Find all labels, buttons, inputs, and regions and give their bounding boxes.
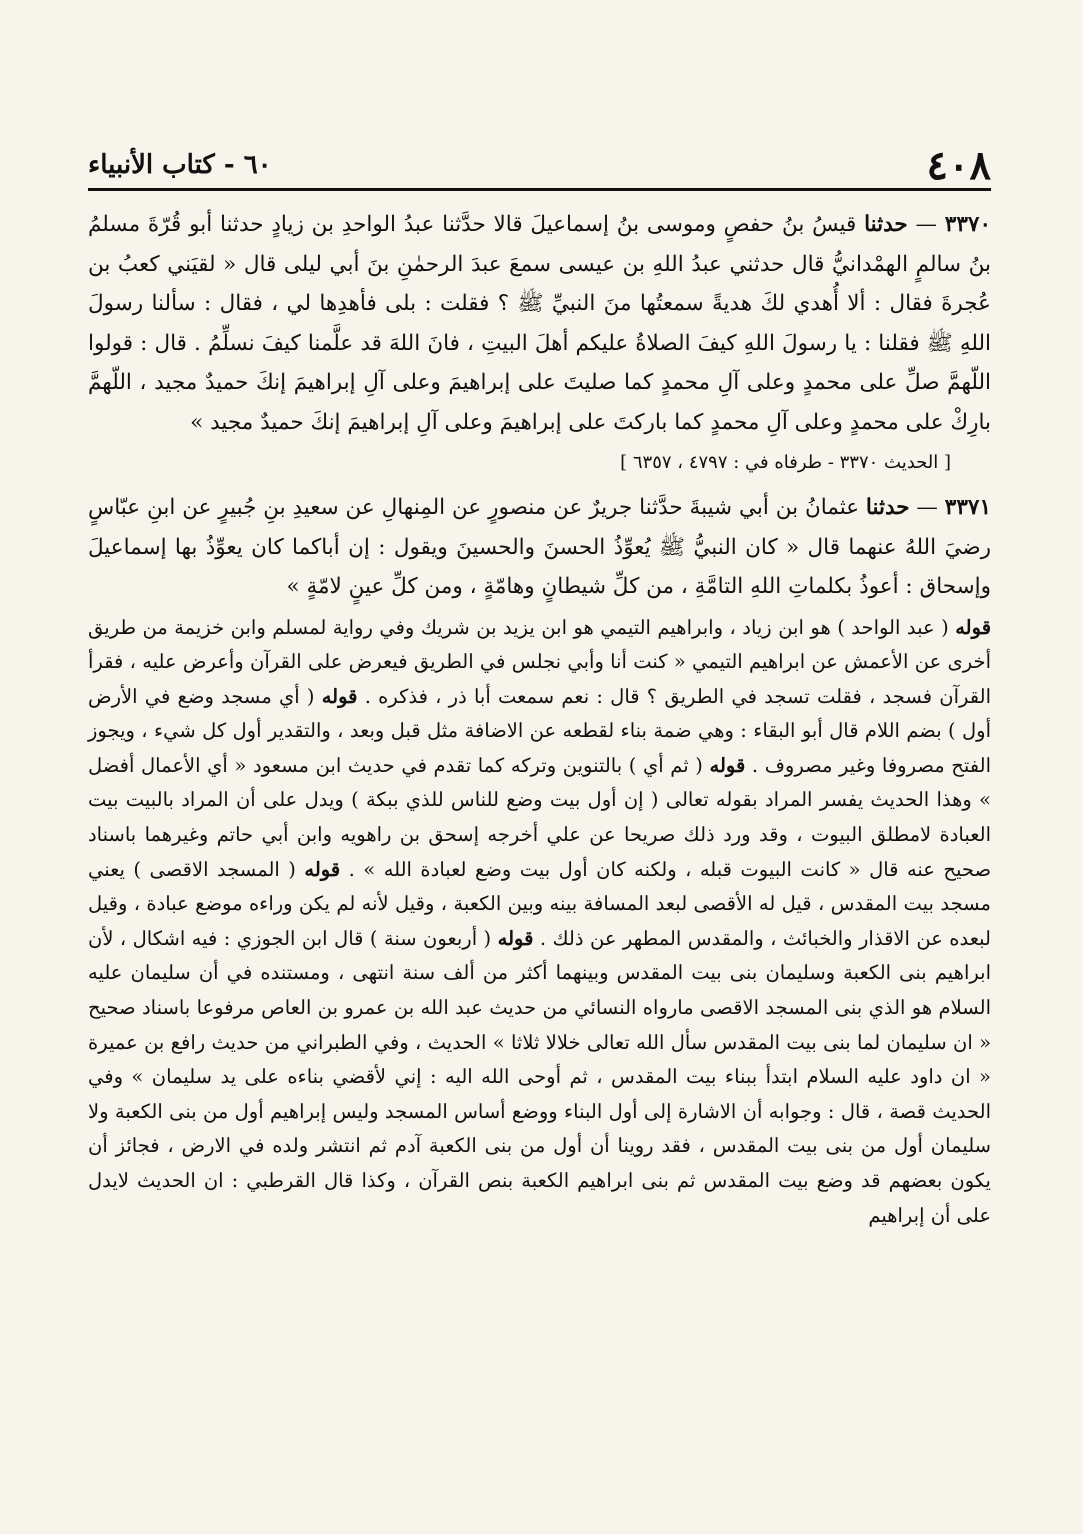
hadith-number: ٣٣٧١ (944, 495, 991, 520)
commentary-part: ( المسجد الاقصى ) يعني مسجد بيت المقدس ، قيل له الأقصى لبعد المسافة بينه وبين الكعبة ، وقيل لأنه لم يكن وراءه موضع عبادة ، وقيل لبعده عن الاقذار والخبائث ، والمقدس المطهر عن ذلك . (88, 857, 991, 950)
commentary-part: ( أي مسجد وضع في الأرض أول ) بضم اللام قال أبو البقاء : وهي ضمة بناء لقطعه عن الاضافة مثل قبل وبعد ، والتقدير أول كل شيء ، ويجوز الفتح مصروفا وغير مصروف . (88, 684, 991, 777)
page-number: ٤٠٨ (926, 141, 991, 189)
page-content (88, 205, 991, 1233)
commentary-part: ( ثم أي ) بالتنوين وتركه كما تقدم في حديث ابن مسعود « أي الأعمال أفضل » وهذا الحديث يفسر المراد بقوله تعالى ( إن أول بيت وضع للناس للذي ببكة ) ويدل على أن المراد بالبيت بيت العبادة لامطلق البيوت ، وقد ورد ذلك صريحا عن علي أخرجه إسحق بن راهويه وابن أبي حاتم وغيرهما باسناد صحيح عنه قال « كانت البيوت قبله ، ولكنه كان أول بيت وضع لعبادة الله » . (88, 753, 992, 881)
commentary (88, 611, 991, 1234)
qawluh-marker: قوله (709, 753, 746, 777)
commentary-part: ( عبد الواحد ) هو ابن زياد ، وابراهيم التيمي هو ابن يزيد بن شريك وفي رواية لمسلم وابن خزيمة من طريق أخرى عن الأعمش عن ابراهيم التيمي « كنت أنا وأبي نجلس في الطريق فيعرض على القرآن وأعرض عليه ، فقرأ القرآن فسجد ، فقلت تسجد في الطريق ؟ قال : نعم سمعت أبا ذر ، فذكره . (88, 615, 992, 708)
hadith-text: قيسُ بنُ حفصٍ وموسى بنُ إسماعيلَ قالا حدَّثنا عبدُ الواحدِ بن زيادٍ حدثنا أبو قُرّةَ مسلمُ بنُ سالمٍ الهمْدانيُّ قال حدثني عبدُ اللهِ بن عيسى سمعَ عبدَ الرحمٰنِ بنَ أبي ليلى قال « لقيَني كعبُ بن عُجرةَ فقال : ألا أُهدي لكَ هديةً سمعتُها منَ النبيِّ ﷺ ؟ فقلت : بلى فأهدِها لي ، فقال : سألنا رسولَ اللهِ ﷺ فقلنا : يا رسولَ اللهِ كيفَ الصلاةُ عليكم أهلَ البيتِ ، فانَ اللهَ قد علَّمنا كيفَ نسلِّمُ . قال : قولوا اللّهمَّ صلِّ على محمدٍ وعلى آلِ محمدٍ كما صليتَ على إبراهيمَ وعلى آلِ إبراهيمَ إنكَ حميدٌ مجيد ، اللّهمَّ بارِكْ على محمدٍ وعلى آلِ محمدٍ كما باركتَ على إبراهيمَ وعلى آلِ إبراهيمَ إنكَ حميدٌ مجيد » (88, 212, 991, 435)
haddathana-keyword: حدثنا (864, 212, 908, 237)
hadith-number: ٣٣٧٠ (944, 212, 991, 237)
qawluh-marker: قوله (321, 684, 358, 708)
hadith-reference: [ الحديث ٣٣٧٠ - طرفاه في : ٤٧٩٧ ، ٦٣٥٧ ] (620, 452, 951, 473)
hadith-3371: ٣٣٧١ — حدثنا عثمانُ بن أبي شيبةَ حدَّثنا جريرٌ عن منصورٍ عن المِنهالِ عن سعيدِ بنِ جُبيرٍ عن ابنِ عبّاسٍ رضيَ اللهُ عنهما قال « كان النبيُّ ﷺ يُعوِّذُ الحسنَ والحسينَ ويقول : إن أباكما كان يعوِّذُ بها إسماعيلَ وإسحاق : أعوذُ بكلماتِ اللهِ التامَّةِ ، من كلِّ شيطانٍ وهامّةٍ ، ومن كلِّ عينٍ لامّةٍ » (88, 495, 991, 599)
hadith-3370: ٣٣٧٠ — حدثنا قيسُ بنُ حفصٍ وموسى بنُ إسماعيلَ قالا حدَّثنا عبدُ الواحدِ بن زيادٍ حدثنا أبو قُرّةَ مسلمُ بنُ سالمٍ الهمْدانيُّ قال حدثني عبدُ اللهِ بن عيسى سمعَ عبدَ الرحمٰنِ بنَ أبي ليلى قال « لقيَني كعبُ بن عُجرةَ فقال : ألا أُهدي لكَ هديةً سمعتُها منَ النبيِّ ﷺ ؟ فقلت : بلى فأهدِها لي ، فقال : سألنا رسولَ اللهِ ﷺ فقلنا : يا رسولَ اللهِ كيفَ الصلاةُ عليكم أهلَ البيتِ ، فانَ اللهَ قد علَّمنا كيفَ نسلِّمُ . قال : قولوا اللّهمَّ صلِّ على محمدٍ وعلى آلِ محمدٍ كما صليتَ على إبراهيمَ وعلى آلِ إبراهيمَ إنكَ حميدٌ مجيد ، اللّهمَّ بارِكْ على محمدٍ وعلى آلِ محمدٍ كما باركتَ على إبراهيمَ وعلى آلِ إبراهيمَ إنكَ حميدٌ مجيد » (88, 212, 991, 435)
qawluh-marker: قوله (497, 926, 534, 950)
haddathana-keyword: حدثنا (865, 495, 910, 520)
book-title: ٦٠ - كتاب الأنبياء (88, 150, 272, 180)
page-header (88, 142, 991, 191)
qawluh-marker: قوله (955, 615, 992, 639)
commentary-part: ( أربعون سنة ) قال ابن الجوزي : فيه اشكال ، لأن ابراهيم بنى الكعبة وسليمان بنى بيت المقدس وبينهما أكثر من ألف سنة انتهى ، ومستنده في أن سليمان عليه السلام هو الذي بنى المسجد الاقصى مارواه النسائي من حديث عبد الله بن عمرو بن العاص مرفوعا باسناد صحيح « ان سليمان لما بنى بيت المقدس سأل الله تعالى خلالا ثلاثا » الحديث ، وفي الطبراني من حديث رافع بن عميرة « ان داود عليه السلام ابتدأ ببناء بيت المقدس ، ثم أوحى الله اليه : إني لأقضي بناءه على يد سليمان » وفي الحديث قصة ، قال : وجوابه أن الاشارة إلى أول البناء ووضع أساس المسجد وليس إبراهيم أول من بنى الكعبة ولا سليمان أول من بنى بيت المقدس ، فقد روينا أن أول من بنى الكعبة آدم ثم انتشر ولده في الارض ، فجائز أن يكون بعضهم قد وضع بيت المقدس ثم بنى ابراهيم الكعبة بنص القرآن ، وكذا قال القرطبي : ان الحديث لايدل على أن إبراهيم (88, 926, 991, 1227)
hadith-text: عثمانُ بن أبي شيبةَ حدَّثنا جريرٌ عن منصورٍ عن المِنهالِ عن سعيدِ بنِ جُبيرٍ عن ابنِ عبّاسٍ رضيَ اللهُ عنهما قال « كان النبيُّ ﷺ يُعوِّذُ الحسنَ والحسينَ ويقول : إن أباكما كان يعوِّذُ بها إسماعيلَ وإسحاق : أعوذُ بكلماتِ اللهِ التامَّةِ ، من كلِّ شيطانٍ وهامّةٍ ، ومن كلِّ عينٍ لامّةٍ » (88, 495, 991, 599)
qawluh-marker: قوله (304, 857, 341, 881)
